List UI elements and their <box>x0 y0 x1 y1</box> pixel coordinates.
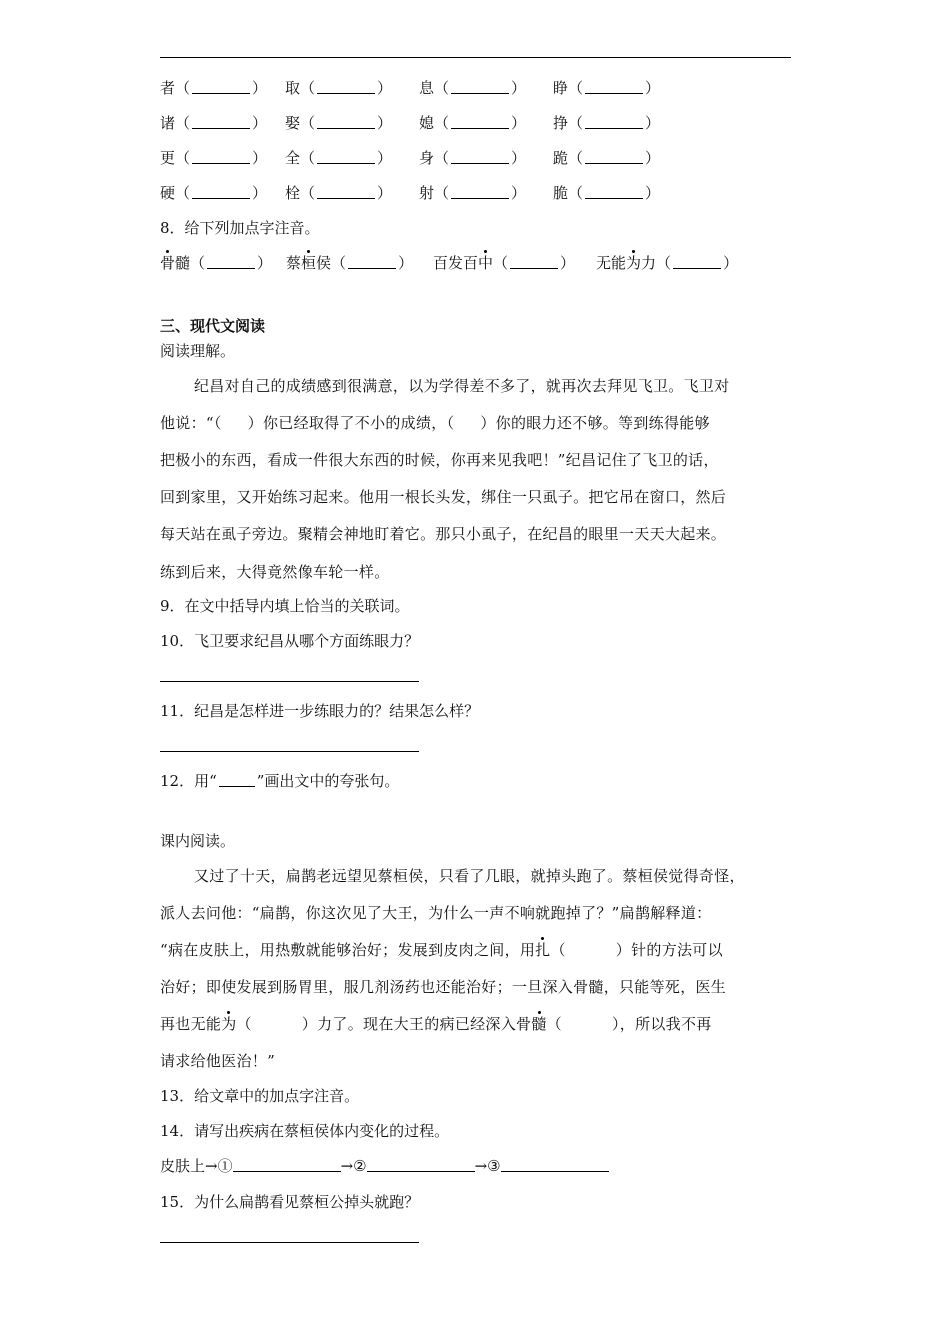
answer-line[interactable] <box>160 1242 419 1243</box>
answer-blank[interactable] <box>348 254 396 269</box>
passage-line: 治好；即使发展到肠胃里，服几剂汤药也还能治好；一旦深入骨髓，只能等死，医生 <box>160 978 727 996</box>
section-heading: 三、现代文阅读 <box>160 317 266 335</box>
char-item: 者（ ） <box>160 79 268 97</box>
question-8: 8．给下列加点字注音。 <box>160 219 320 237</box>
char-item: 媳（ ） <box>419 114 527 132</box>
char-item: 更（ ） <box>160 149 268 167</box>
answer-blank[interactable] <box>192 79 250 94</box>
passage-line: 又过了十天，扁鹊老远望见蔡桓侯，只看了几眼，就掉头跑了。蔡桓侯觉得奇怪， <box>194 867 745 885</box>
pinyin-item: 骨髓（ ） <box>160 254 273 272</box>
question-12: 12．用“ ”画出文中的夸张句。 <box>160 772 400 790</box>
question-14: 14．请写出疾病在蔡桓侯体内变化的过程。 <box>160 1122 450 1140</box>
question-9: 9．在文中括导内填上恰当的关联词。 <box>160 597 410 615</box>
question-11: 11．纪昌是怎样进一步练眼力的？结果怎么样？ <box>160 702 480 720</box>
answer-blank[interactable] <box>451 184 509 199</box>
answer-blank[interactable] <box>192 184 250 199</box>
char-item: 取（ ） <box>285 79 393 97</box>
answer-line[interactable] <box>160 751 419 752</box>
answer-blank[interactable] <box>207 254 255 269</box>
passage-line: 回到家里，又开始练习起来。他用一根长头发，绑住一只虱子。把它吊在窗口，然后 <box>160 488 727 506</box>
passage-line: 纪昌对自己的成绩感到很满意，以为学得差不多了，就再次去拜见飞卫。飞卫对 <box>194 377 730 395</box>
answer-blank[interactable] <box>317 149 375 164</box>
subheading-reading: 阅读理解。 <box>160 342 236 360</box>
passage-line: 再也无能为（ ）力了。现在大王的病已经深入骨髓（ ），所以我不再 <box>160 1015 712 1033</box>
answer-blank[interactable] <box>317 114 375 129</box>
char-item: 跪（ ） <box>553 149 661 167</box>
answer-blank[interactable] <box>510 254 558 269</box>
passage-line: 练到后来，大得竟然像车轮一样。 <box>160 563 390 581</box>
answer-blank[interactable] <box>673 254 721 269</box>
answer-blank[interactable] <box>585 149 643 164</box>
answer-blank[interactable] <box>451 114 509 129</box>
answer-blank[interactable] <box>233 1157 341 1172</box>
passage-line: 派人去问他：“扁鹊，你这次见了大王，为什么一声不响就跑掉了？”扁鹊解释道： <box>160 904 712 922</box>
char-item: 诸（ ） <box>160 114 268 132</box>
char-item: 射（ ） <box>419 184 527 202</box>
passage-line: “病在皮肤上，用热敷就能够治好；发展到皮肉之间，用扎（ ）针的方法可以 <box>160 941 723 959</box>
passage-line: 把极小的东西，看成一件很大东西的时候，你再来见我吧！”纪昌记住了飞卫的话， <box>160 451 719 469</box>
char-item: 娶（ ） <box>285 114 393 132</box>
char-item: 硬（ ） <box>160 184 268 202</box>
subheading-textbook: 课内阅读。 <box>160 832 236 850</box>
answer-blank[interactable] <box>317 184 375 199</box>
char-item: 挣（ ） <box>553 114 661 132</box>
answer-blank[interactable] <box>192 149 250 164</box>
top-rule <box>160 57 791 58</box>
char-item: 栓（ ） <box>285 184 393 202</box>
char-item: 脆（ ） <box>553 184 661 202</box>
char-item: 身（ ） <box>419 149 527 167</box>
pinyin-item: 无能为力（ ） <box>596 254 739 272</box>
answer-blank[interactable] <box>317 79 375 94</box>
underline-sample <box>219 772 255 787</box>
char-item: 息（ ） <box>419 79 527 97</box>
pinyin-item: 蔡桓侯（ ） <box>286 254 414 272</box>
question-13: 13．给文章中的加点字注音。 <box>160 1087 360 1105</box>
answer-blank[interactable] <box>192 114 250 129</box>
passage-line: 他说：“（ ）你已经取得了不小的成绩，（ ）你的眼力还不够。等到练得能够 <box>160 414 710 432</box>
question-10: 10．飞卫要求纪昌从哪个方面练眼力？ <box>160 632 420 650</box>
answer-blank[interactable] <box>451 79 509 94</box>
pinyin-item: 百发百中（ ） <box>433 254 576 272</box>
char-item: 全（ ） <box>285 149 393 167</box>
answer-blank[interactable] <box>451 149 509 164</box>
answer-blank[interactable] <box>585 184 643 199</box>
answer-blank[interactable] <box>585 114 643 129</box>
passage-line: 每天站在虱子旁边。聚精会神地盯着它。那只小虱子，在纪昌的眼里一天天大起来。 <box>160 525 727 543</box>
answer-blank[interactable] <box>501 1157 609 1172</box>
answer-blank[interactable] <box>585 79 643 94</box>
progression-line: 皮肤上→① →② →③ <box>160 1156 609 1176</box>
char-item: 睁（ ） <box>553 79 661 97</box>
question-15: 15．为什么扁鹊看见蔡桓公掉头就跑？ <box>160 1193 420 1211</box>
answer-blank[interactable] <box>367 1157 475 1172</box>
answer-line[interactable] <box>160 681 419 682</box>
passage-line: 请求给他医治！” <box>160 1052 276 1070</box>
